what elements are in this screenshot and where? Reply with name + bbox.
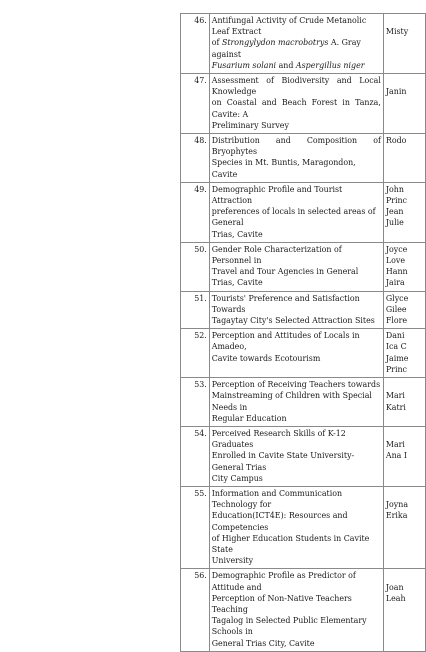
author-names: Mari Katri [383, 378, 425, 427]
table-row [181, 242, 426, 291]
research-title: Distribution and Composition of Bryophytes Species in Mt. Buntis, Maragondon, Cavite [209, 134, 383, 183]
author-names: Joan Leah [383, 569, 425, 651]
table-row [181, 134, 426, 183]
author-names: Mari Ana I [383, 426, 425, 486]
author-names: Dani Ica C Jaime Princ [383, 329, 425, 378]
row-number: 52. [181, 329, 210, 378]
table-row [181, 14, 426, 74]
research-title: Perception of Receiving Teachers towards Mainstreaming of Children with Special Needs in Regular Education [209, 378, 383, 427]
research-title: Assessment of Biodiversity and Local Knowledge on Coastal and Beach Forest in Tanza, Cavite: A Preliminary Survey [209, 74, 383, 134]
author-names: Rodo [383, 134, 425, 183]
table-row [181, 569, 426, 651]
author-names: Joyce Love Hann Jaira [383, 242, 425, 291]
research-titles-table [180, 13, 426, 652]
table-row [181, 426, 426, 486]
research-title: Antifungal Activity of Crude Metanolic Leaf Extract of Strongylydon macrobotrys A. Gray against Fusarium solani and Aspergillus niger [209, 14, 383, 74]
row-number: 56. [181, 569, 210, 651]
table-row [181, 486, 426, 568]
row-number: 54. [181, 426, 210, 486]
row-number: 49. [181, 182, 210, 242]
row-number: 51. [181, 291, 210, 329]
author-names: Janin [383, 74, 425, 134]
research-title: Tourists' Preference and Satisfaction Towards Tagaytay City's Selected Attraction Sites [209, 291, 383, 329]
table-row [181, 291, 426, 329]
author-names: Glyce Gilee Flore [383, 291, 425, 329]
research-title: Perception and Attitudes of Locals in Amadeo, Cavite towards Ecotourism [209, 329, 383, 378]
table-row [181, 329, 426, 378]
row-number: 50. [181, 242, 210, 291]
row-number: 48. [181, 134, 210, 183]
research-title: Perceived Research Skills of K-12 Graduates Enrolled in Cavite State University-General Trias City Campus [209, 426, 383, 486]
row-number: 53. [181, 378, 210, 427]
research-title: Demographic Profile and Tourist Attraction preferences of locals in selected areas of General Trias, Cavite [209, 182, 383, 242]
row-number: 55. [181, 486, 210, 568]
research-title: Demographic Profile as Predictor of Attitude and Perception of Non-Native Teachers Teaching Tagalog in Selected Public Elementary Schools in General Trias City, Cavite [209, 569, 383, 651]
author-names: Joyna Erika [383, 486, 425, 568]
row-number: 46. [181, 14, 210, 74]
row-number: 47. [181, 74, 210, 134]
table-row [181, 182, 426, 242]
author-names: John Princ Jean Julie [383, 182, 425, 242]
author-names: Misty [383, 14, 425, 74]
research-title: Information and Communication Technology for Education(ICT4E): Resources and Competencies of Higher Education Students in Cavite State University [209, 486, 383, 568]
research-title: Gender Role Characterization of Personnel in Travel and Tour Agencies in General Trias, Cavite [209, 242, 383, 291]
table-row [181, 378, 426, 427]
table-row [181, 74, 426, 134]
